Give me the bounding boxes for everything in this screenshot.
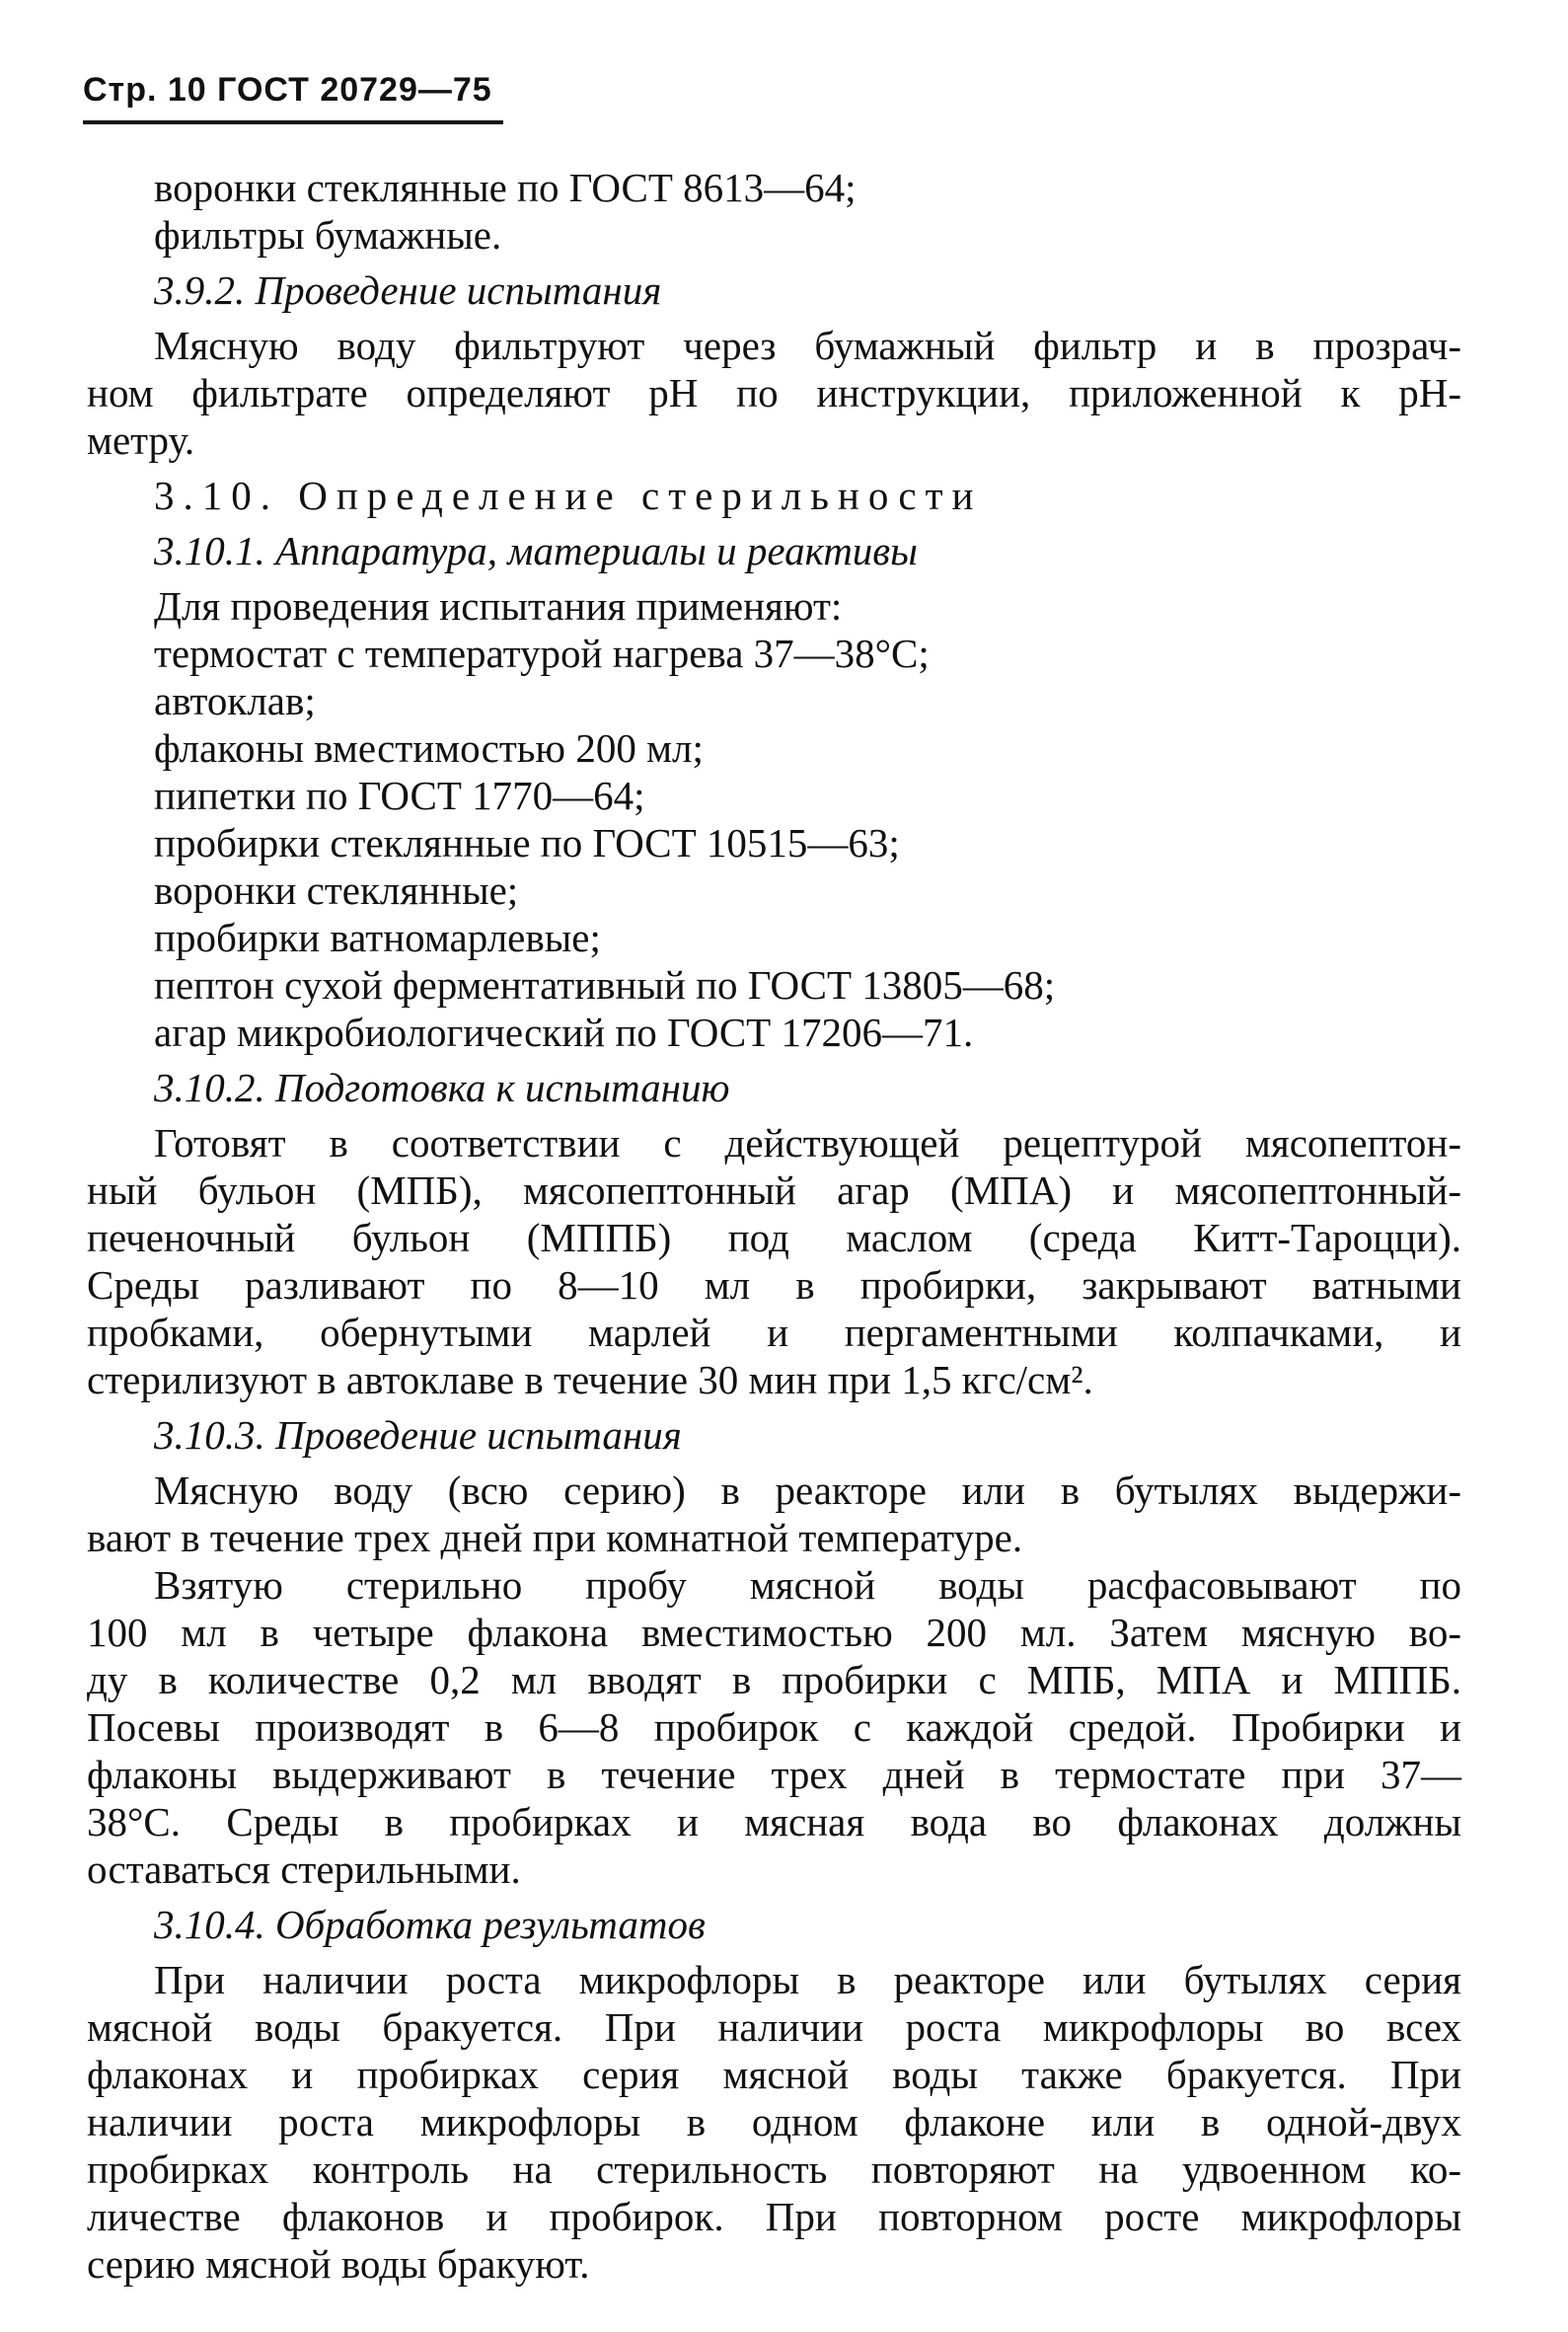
paragraph-line: пробками, обернутыми марлей и пергаментными колпачками, и: [87, 1310, 1461, 1355]
running-header: Стр. 10 ГОСТ 20729—75: [83, 71, 492, 109]
paragraph-line: метру.: [87, 417, 195, 463]
paragraph-line: Готовят в соответствии с действующей рецептурой мясопептон-: [154, 1120, 1461, 1166]
paragraph-line: При наличии роста микрофлоры в реакторе или бутылях серия: [154, 1957, 1461, 2002]
paragraph-line: флаконы выдерживают в течение трех дней в термостате при 37—: [87, 1752, 1461, 1797]
paragraph-line: личестве флаконов и пробирок. При повторном росте микрофлоры: [87, 2194, 1461, 2239]
paragraph-line: Мясную воду (всю серию) в реакторе или в бутылях выдержи-: [154, 1467, 1461, 1513]
paragraph-line: ду в количестве 0,2 мл вводят в пробирки с МПБ, МПА и МППБ.: [87, 1657, 1461, 1702]
paragraph-line: 38°С. Среды в пробирках и мясная вода во флаконах должны: [87, 1799, 1461, 1844]
list-item: пробирки ватномарлевые;: [154, 915, 601, 960]
paragraph-line: Посевы производят в 6—8 пробирок с каждой средой. Пробирки и: [87, 1704, 1461, 1750]
paragraph-line: Взятую стерильно пробу мясной воды расфасовывают по: [154, 1562, 1461, 1608]
paragraph-line: наличии роста микрофлоры в одном флаконе или в одной-двух: [87, 2099, 1461, 2144]
text-line: воронки стеклянные по ГОСТ 8613—64;: [154, 165, 857, 210]
paragraph-line: мясной воды бракуется. При наличии роста микрофлоры во всех: [87, 2004, 1461, 2050]
paragraph-line: оставаться стерильными.: [87, 1846, 521, 1892]
list-item: агар микробиологический по ГОСТ 17206—71.: [154, 1010, 974, 1055]
paragraph-line: Среды разливают по 8—10 мл в пробирки, закрывают ватными: [87, 1262, 1461, 1308]
paragraph-line: печеночный бульон (МППБ) под маслом (среда Китт-Тароцци).: [87, 1215, 1461, 1260]
page-body: [87, 164, 1461, 2288]
paragraph-line: вают в течение трех дней при комнатной температуре.: [87, 1515, 1023, 1560]
subsection-heading: 3.9.2. Проведение испытания: [154, 267, 662, 313]
list-item: автоклав;: [154, 678, 316, 723]
list-item: пептон сухой ферментативный по ГОСТ 13805—68;: [154, 962, 1056, 1008]
list-item: пипетки по ГОСТ 1770—64;: [154, 773, 645, 818]
list-item: воронки стеклянные;: [154, 867, 519, 913]
list-item: термостат с температурой нагрева 37—38°С;: [154, 631, 930, 676]
paragraph-line: пробирках контроль на стерильность повторяют на удвоенном ко-: [87, 2146, 1461, 2192]
paragraph-line: стерилизуют в автоклаве в течение 30 мин при 1,5 кгс/см².: [87, 1357, 1093, 1402]
subsection-heading: 3.10.2. Подготовка к испытанию: [154, 1065, 730, 1110]
paragraph-line: 100 мл в четыре флакона вместимостью 200 мл. Затем мясную во-: [87, 1610, 1461, 1655]
paragraph-line: серию мясной воды бракуют.: [87, 2241, 590, 2287]
paragraph-line: ном фильтрате определяют pH по инструкции, приложенной к pH-: [87, 370, 1461, 415]
subsection-heading: 3.10.1. Аппаратура, материалы и реактивы: [154, 528, 918, 573]
subsection-heading: 3.10.4. Обработка результатов: [154, 1902, 706, 1947]
text-line: фильтры бумажные.: [154, 212, 502, 258]
paragraph-line: флаконах и пробирках серия мясной воды также бракуется. При: [87, 2052, 1461, 2097]
subsection-heading: 3.10.3. Проведение испытания: [154, 1412, 682, 1458]
list-item: пробирки стеклянные по ГОСТ 10515—63;: [154, 820, 900, 865]
text-line: Для проведения испытания применяют:: [154, 583, 843, 629]
header-rule: [83, 120, 503, 124]
paragraph-line: ный бульон (МПБ), мясопептонный агар (МПА) и мясопептонный-: [87, 1167, 1461, 1213]
list-item: флаконы вместимостью 200 мл;: [154, 725, 704, 771]
paragraph-line: Мясную воду фильтруют через бумажный фильтр и в прозрач-: [154, 323, 1461, 368]
section-heading: 3.10. Определение стерильности: [154, 473, 983, 518]
